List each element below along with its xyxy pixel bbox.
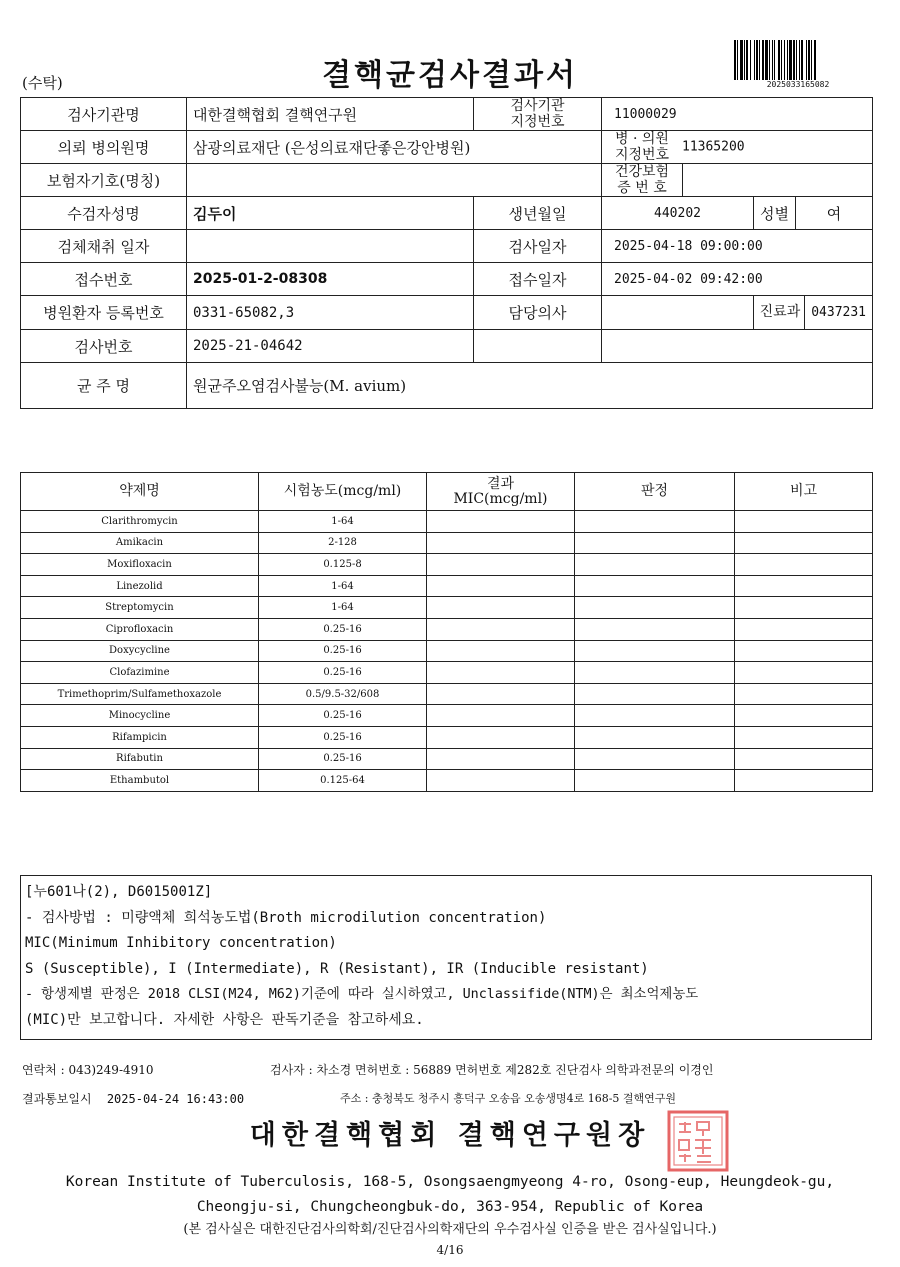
page-number: 4/16 [436,1243,464,1257]
drug-mic-cell [427,511,575,533]
table-row [21,575,873,597]
drug-mic-cell [427,748,575,770]
dept: 0437231 [811,305,867,320]
sex-label: 성별 [754,197,796,230]
table-row [21,618,873,640]
hosp-no-label: 병 · 의원 지정번호 [614,131,670,163]
drug-judgment-cell [575,726,735,748]
collect-label: 검체채취 일자 [21,230,187,263]
collect-date [187,230,474,263]
drug-drug-cell: Linezolid [21,575,259,597]
drug-judgment-cell [575,575,735,597]
drug-conc-cell: 1-64 [259,575,427,597]
drug-judgment-cell [575,597,735,619]
drug-drug-cell: Doxycycline [21,640,259,662]
drug-judgment-cell [575,770,735,792]
test-no: 2025-21-04642 [187,330,474,363]
strain-label: 균 주 명 [21,363,187,409]
patient-name: 김두이 [187,197,474,230]
inst-name-label: 검사기관명 [21,98,187,131]
drug-remark-cell [735,511,873,533]
report-date: 결과통보일시 2025-04-24 16:43:00 [22,1092,245,1106]
drug-mic-cell [427,597,575,619]
table-row [21,662,873,684]
hosp-no-cell [602,131,873,164]
drug-judgment-cell [575,511,735,533]
drug-conc-cell: 0.25-16 [259,662,427,684]
drug-remark-cell [735,618,873,640]
drug-remark-cell [735,597,873,619]
strain: 원균주오염검사불능(M. avium) [187,363,873,409]
drug-mic-cell [427,618,575,640]
note-line: - 검사방법 : 미량액체 희석농도법(Broth microdilution concentration) [25,909,547,926]
drug-remark-cell [735,662,873,684]
table-row [21,770,873,792]
drug-mic-cell [427,575,575,597]
hosp-no: 11365200 [682,139,745,155]
table-row [21,532,873,554]
drug-conc-cell: 1-64 [259,511,427,533]
barcode-number: 2025033165082 [766,80,830,89]
drug-conc-cell: 1-64 [259,597,427,619]
barcode [732,40,864,80]
document-title: 결핵균검사결과서 [322,58,578,93]
table-row [21,597,873,619]
header-judgment: 판정 [575,473,735,511]
dept-cell [754,296,873,330]
header-drug: 약제명 [21,473,259,511]
drug-remark-cell [735,554,873,576]
drug-judgment-cell [575,532,735,554]
table-row [21,640,873,662]
drug-mic-cell [427,640,575,662]
note-line: [누601나(2), D6015001Z] [25,884,213,900]
drug-table [20,472,873,792]
drug-mic-cell [427,554,575,576]
test-date-label: 검사일자 [474,230,602,263]
table-row [21,705,873,727]
table-row [21,511,873,533]
english-address: Korean Institute of Tuberculosis, 168-5, Osongsaengmyeong 4-ro, Osong-eup, Heungdeok-gu, Cheongju-si, Chungcheongbuk-do, 363-954, Republic of Korea [65,1174,835,1215]
header-remark: 비고 [735,473,873,511]
official-seal-icon [667,1110,729,1172]
drug-conc-cell: 0.125-8 [259,554,427,576]
note-line: (MIC)만 보고합니다. 자세한 사항은 판독기준을 참고하세요. [25,1011,424,1028]
drug-mic-cell [427,662,575,684]
drug-drug-cell: Rifabutin [21,748,259,770]
table-row [21,683,873,705]
contact: 연락처 : 043)249-4910 [22,1063,154,1077]
dept-label: 진료과 [756,296,806,329]
drug-drug-cell: Rifampicin [21,726,259,748]
hi-cell [602,164,873,197]
drug-drug-cell: Ethambutol [21,770,259,792]
drug-remark-cell [735,705,873,727]
drug-judgment-cell [575,705,735,727]
test-no-label: 검사번호 [21,330,187,363]
table-row [21,748,873,770]
drug-judgment-cell [575,554,735,576]
drug-judgment-cell [575,640,735,662]
drug-conc-cell: 0.25-16 [259,705,427,727]
drug-conc-cell: 0.25-16 [259,726,427,748]
drug-drug-cell: Ciprofloxacin [21,618,259,640]
inst-no-label: 검사기관 지정번호 [474,98,602,131]
test-no-empty [474,330,602,363]
reg-no: 0331-65082,3 [187,296,474,330]
drug-judgment-cell [575,748,735,770]
doctor [602,296,754,330]
drug-remark-cell [735,575,873,597]
drug-drug-cell: Streptomycin [21,597,259,619]
dob: 440202 [602,197,754,230]
drug-mic-cell [427,770,575,792]
insured-label: 보험자기호(명칭) [21,164,187,197]
note-line: S (Susceptible), I (Intermediate), R (Resistant), IR (Inducible resistant) [25,960,649,977]
drug-conc-cell: 0.125-64 [259,770,427,792]
receipt-date: 2025-04-02 09:42:00 [602,263,873,296]
sex: 여 [796,197,873,230]
patient-label: 수검자성명 [21,197,187,230]
header-conc: 시험농도(mcg/ml) [259,473,427,511]
drug-conc-cell: 0.5/9.5-32/608 [259,683,427,705]
receipt-no-label: 접수번호 [21,263,187,296]
hi-label: 건강보험 증 번 호 [602,164,683,196]
drug-remark-cell [735,770,873,792]
drug-mic-cell [427,532,575,554]
test-date: 2025-04-18 09:00:00 [602,230,873,263]
drug-mic-cell [427,726,575,748]
drug-remark-cell [735,748,873,770]
drug-drug-cell: Amikacin [21,532,259,554]
drug-remark-cell [735,532,873,554]
drug-mic-cell [427,683,575,705]
drug-judgment-cell [575,662,735,684]
reg-no-label: 병원환자 등록번호 [21,296,187,330]
receipt-no: 2025-01-2-08308 [187,263,474,296]
drug-remark-cell [735,726,873,748]
req-hosp: 삼광의료재단 (은성의료재단좋은강안병원) [187,131,602,164]
info-table [20,97,873,409]
notes-box [20,875,872,1040]
note-line: - 항생제별 판정은 2018 CLSI(M24, M62)기준에 따라 실시하였고, Unclassifide(NTM)은 최소억제농도 [25,987,699,1002]
table-row [21,554,873,576]
inst-name: 대한결핵협회 결핵연구원 [187,98,474,131]
address: 주소 : 충청북도 청주시 흥덕구 오송읍 오송생명4로 168-5 결핵연구원 [340,1092,677,1105]
drug-judgment-cell [575,683,735,705]
drug-conc-cell: 0.25-16 [259,640,427,662]
receipt-date-label: 접수일자 [474,263,602,296]
note-line: MIC(Minimum Inhibitory concentration) [25,935,337,951]
drug-conc-cell: 0.25-16 [259,618,427,640]
insured-value [187,164,602,197]
drug-drug-cell: Clarithromycin [21,511,259,533]
inst-no: 11000029 [602,98,873,131]
drug-mic-cell [427,705,575,727]
copy-label: (수탁) [22,74,63,92]
drug-drug-cell: Clofazimine [21,662,259,684]
drug-drug-cell: Trimethoprim/Sulfamethoxazole [21,683,259,705]
dob-label: 생년월일 [474,197,602,230]
header-result: 결과 MIC(mcg/ml) [427,473,575,511]
doctor-label: 담당의사 [474,296,602,330]
inspector-info: 검사자 : 차소경 면허번호 : 56889 면허번호 제282호 진단검사 의학과전문의 이경인 [270,1063,714,1077]
table-row [21,726,873,748]
drug-conc-cell: 0.25-16 [259,748,427,770]
test-no-empty-2 [602,330,873,363]
drug-drug-cell: Moxifloxacin [21,554,259,576]
organization-name: 대한결핵협회 결핵연구원장 [249,1120,651,1151]
drug-drug-cell: Minocycline [21,705,259,727]
req-hosp-label: 의뢰 병의원명 [21,131,187,164]
drug-conc-cell: 2-128 [259,532,427,554]
drug-remark-cell [735,640,873,662]
certification-note: (본 검사실은 대한진단검사의학회/진단검사의학재단의 우수검사실 인증을 받은 검사실입니다.) [183,1222,717,1237]
drug-judgment-cell [575,618,735,640]
drug-remark-cell [735,683,873,705]
